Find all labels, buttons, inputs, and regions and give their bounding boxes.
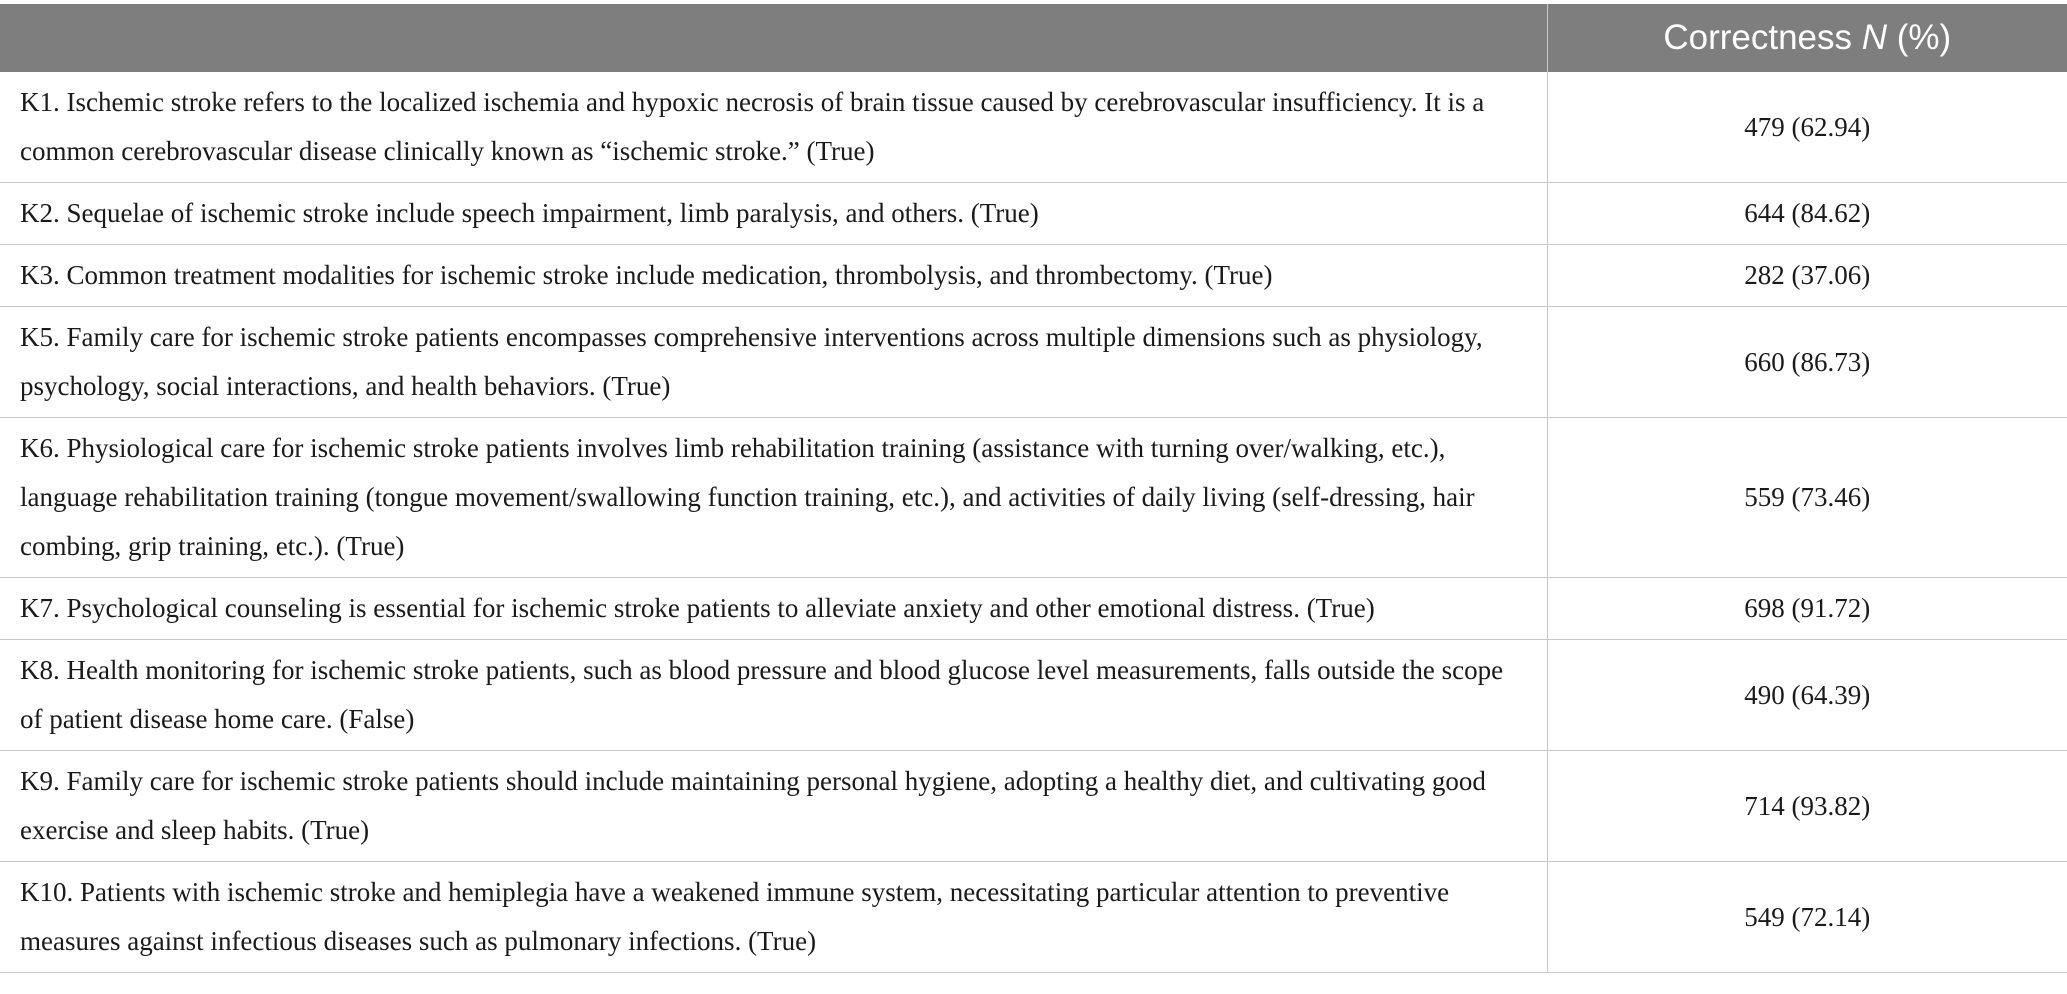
table-row xyxy=(0,640,2067,751)
correctness-value: 698 (91.72) xyxy=(1547,578,2067,640)
header-correctness-suffix: (%) xyxy=(1887,18,1952,57)
correctness-value: 549 (72.14) xyxy=(1547,862,2067,973)
correctness-value: 282 (37.06) xyxy=(1547,245,2067,307)
correctness-value: 644 (84.62) xyxy=(1547,183,2067,245)
knowledge-item-text: K3. Common treatment modalities for ischemic stroke include medication, thrombolysis, and thrombectomy. (True) xyxy=(0,245,1547,307)
header-correctness-column xyxy=(1547,4,2067,72)
knowledge-item-text: K5. Family care for ischemic stroke patients encompasses comprehensive interventions across multiple dimensions such as physiology, psychology, social interactions, and health behaviors. (True) xyxy=(0,307,1547,418)
correctness-value: 714 (93.82) xyxy=(1547,751,2067,862)
correctness-value: 479 (62.94) xyxy=(1547,72,2067,183)
correctness-value: 559 (73.46) xyxy=(1547,418,2067,578)
table-row xyxy=(0,183,2067,245)
knowledge-item-text: K8. Health monitoring for ischemic stroke patients, such as blood pressure and blood glucose level measurements, falls outside the scope of patient disease home care. (False) xyxy=(0,640,1547,751)
header-item-column xyxy=(0,4,1547,72)
table-row xyxy=(0,862,2067,973)
table-row xyxy=(0,307,2067,418)
header-row xyxy=(0,4,2067,72)
knowledge-correctness-table xyxy=(0,4,2067,973)
header-correctness-n: N xyxy=(1861,18,1888,57)
table-row xyxy=(0,418,2067,578)
knowledge-item-text: K7. Psychological counseling is essential for ischemic stroke patients to alleviate anxiety and other emotional distress. (True) xyxy=(0,578,1547,640)
table-row xyxy=(0,245,2067,307)
knowledge-item-text: K2. Sequelae of ischemic stroke include speech impairment, limb paralysis, and others. (True) xyxy=(0,183,1547,245)
correctness-value: 660 (86.73) xyxy=(1547,307,2067,418)
table-row xyxy=(0,578,2067,640)
knowledge-table-container xyxy=(0,4,2067,973)
correctness-value: 490 (64.39) xyxy=(1547,640,2067,751)
table-row xyxy=(0,72,2067,183)
knowledge-item-text: K1. Ischemic stroke refers to the localized ischemia and hypoxic necrosis of brain tissue caused by cerebrovascular insufficiency. It is a common cerebrovascular disease clinically known as “ischemic stroke.” (True) xyxy=(0,72,1547,183)
table-body xyxy=(0,72,2067,973)
knowledge-item-text: K9. Family care for ischemic stroke patients should include maintaining personal hygiene, adopting a healthy diet, and cultivating good exercise and sleep habits. (True) xyxy=(0,751,1547,862)
knowledge-item-text: K10. Patients with ischemic stroke and hemiplegia have a weakened immune system, necessitating particular attention to preventive measures against infectious diseases such as pulmonary infections. (True) xyxy=(0,862,1547,973)
header-correctness-prefix: Correctness xyxy=(1663,18,1862,57)
table-header xyxy=(0,4,2067,72)
knowledge-item-text: K6. Physiological care for ischemic stroke patients involves limb rehabilitation training (assistance with turning over/walking, etc.), language rehabilitation training (tongue movement/swallowing function training, etc.), and activities of daily living (self-dressing, hair combing, grip training, etc.). (True) xyxy=(0,418,1547,578)
table-row xyxy=(0,751,2067,862)
